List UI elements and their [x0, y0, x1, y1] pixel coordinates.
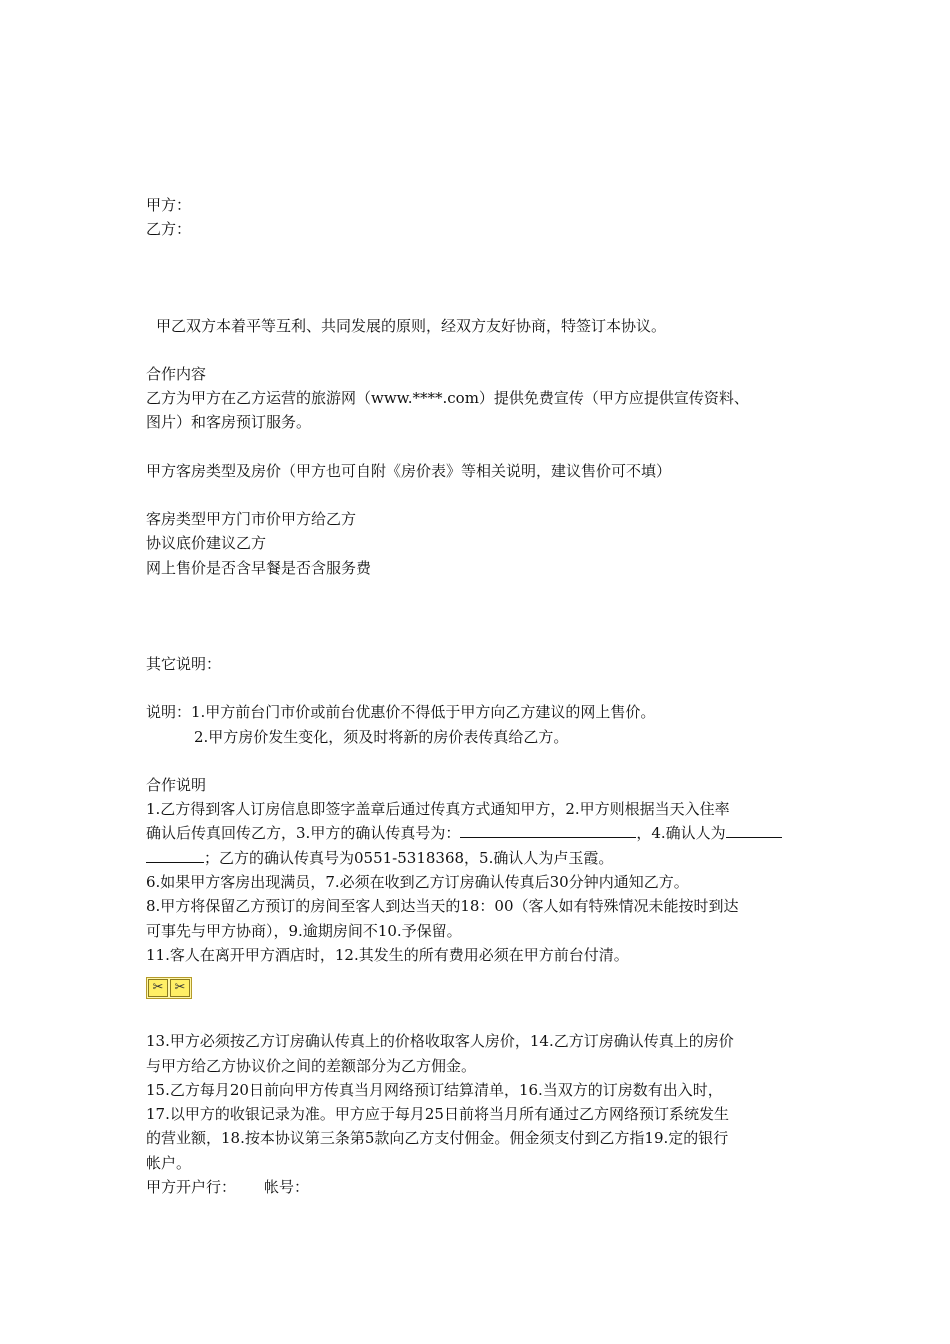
fax-label: 确认后传真回传乙方，3.甲方的确认传真号为：: [146, 824, 461, 843]
other-note-1: 说明：1.甲方前台门市价或前台优惠价不得低于甲方向乙方建议的网上售价。: [146, 703, 656, 722]
room-type-note: 甲方客房类型及房价（甲方也可自附《房价表》等相关说明，建议售价可不填）: [146, 461, 672, 480]
account-label: 帐号：: [264, 1178, 310, 1197]
commission-line-6: 帐户。: [146, 1153, 192, 1172]
embedded-object-icons: [146, 977, 192, 999]
room-type-row-3: 网上售价是否含早餐是否含服务费: [146, 558, 372, 577]
explanation-line-3: [146, 846, 816, 870]
fax-number-blank[interactable]: [460, 823, 636, 838]
commission-line-5: 的营业额，18.按本协议第三条第5款向乙方支付佣金。佣金须支付到乙方指19.定的银行: [146, 1129, 729, 1148]
explanation-line-1: 1.乙方得到客人订房信息即签字盖章后通过传真方式通知甲方，2.甲方则根据当天入住率: [146, 800, 730, 819]
confirmer-blank-continued[interactable]: [146, 848, 204, 863]
explanation-line-2: [146, 821, 816, 845]
link-icon[interactable]: ✂: [148, 979, 168, 997]
commission-line-4: 17.以甲方的收银记录为准。甲方应于每月25日前将当月所有通过乙方网络预订系统发生: [146, 1105, 729, 1124]
explanation-line-7: 11.客人在离开甲方酒店时，12.其发生的所有费用必须在甲方前台付清。: [146, 945, 629, 964]
commission-line-1: 13.甲方必须按乙方订房确认传真上的价格收取客人房价，14.乙方订房确认传真上的房价: [146, 1032, 734, 1051]
bank-line: [146, 1175, 816, 1199]
party-a-label: 甲方：: [146, 196, 192, 214]
commission-line-3: 15.乙方每月20日前向甲方传真当月网络预订结算清单，16.当双方的订房数有出入时，: [146, 1080, 723, 1099]
party-b-label: 乙方：: [146, 220, 192, 239]
confirmer-label: ，4.确认人为: [636, 824, 726, 843]
link-icon[interactable]: ✂: [170, 979, 190, 997]
confirmer-blank[interactable]: [726, 823, 782, 838]
party-b-fax-text: ；乙方的确认传真号为0551-5318368，5.确认人为卢玉霞。: [204, 848, 614, 867]
room-type-row-1: 客房类型甲方门市价甲方给乙方: [146, 510, 357, 529]
cooperation-heading: 合作内容: [146, 364, 207, 383]
other-note-2: 2.甲方房价发生变化，须及时将新的房价表传真给乙方。: [194, 727, 569, 746]
explanation-line-5: 8.甲方将保留乙方预订的房间至客人到达当天的18：00（客人如有特殊情况未能按时到达: [146, 897, 739, 916]
explanation-heading: 合作说明: [146, 775, 207, 794]
agreement-document: [146, 193, 816, 1199]
bank-label: 甲方开户行：: [146, 1178, 237, 1197]
explanation-line-4: 6.如果甲方客房出现满员，7.必须在收到乙方订房确认传真后30分钟内通知乙方。: [146, 873, 689, 892]
intro-paragraph: 甲乙双方本着平等互利、共同发展的原则，经双方友好协商，特签订本协议。: [156, 316, 667, 335]
cooperation-line-1: 乙方为甲方在乙方运营的旅游网（www.****.com）提供免费宣传（甲方应提供宣传资料、: [146, 389, 749, 408]
other-heading: 其它说明：: [146, 654, 222, 673]
room-type-row-2: 协议底价建议乙方: [146, 534, 267, 553]
commission-line-2: 与甲方给乙方协议价之间的差额部分为乙方佣金。: [146, 1056, 477, 1075]
explanation-line-6: 可事先与甲方协商），9.逾期房间不10.予保留。: [146, 921, 462, 940]
cooperation-line-2: 图片）和客房预订服务。: [146, 413, 312, 432]
